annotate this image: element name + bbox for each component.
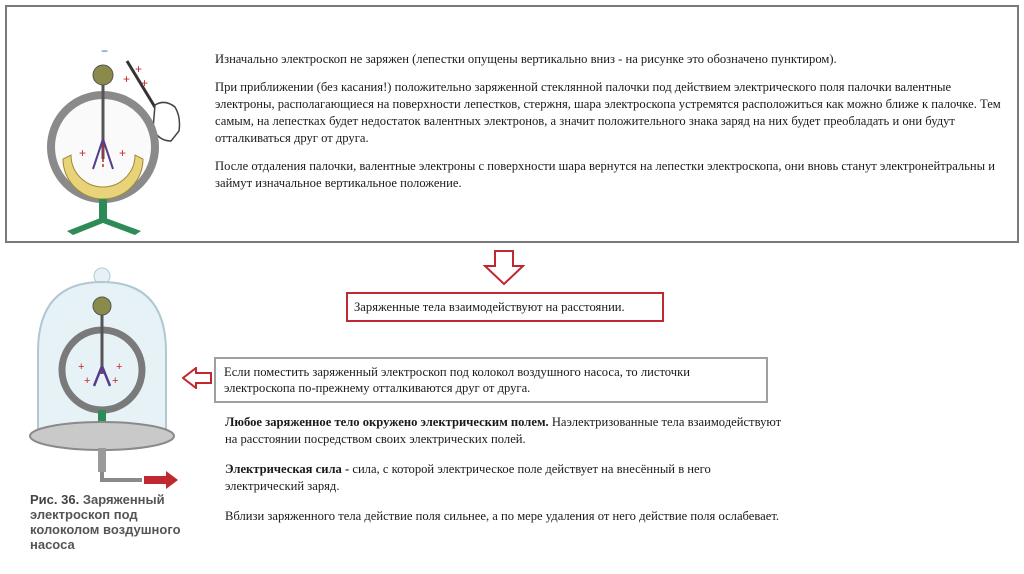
air-outlet-arrow-icon [144,471,178,489]
field-strength-note: Вблизи заряженного тела действие поля сильнее, а по мере удаления от него действие поля ослабевает. [225,509,780,523]
bell-jar-illustration [18,262,203,492]
leaf-charge-plus: + [84,375,91,387]
ball-charge-minus: − [101,44,109,58]
vacuum-note-box [214,357,768,403]
vacuum-note-text: Если поместить заряженный электроскоп под колокол воздушного насоса, то листочки электроскопа по-прежнему отталкиваются друг от друга. [224,365,690,395]
explanation-text [215,51,1005,203]
top-panel [5,5,1019,243]
conclusion-text: Заряженные тела взаимодействуют на расстоянии. [354,300,625,314]
pump-plate [30,422,174,450]
field-statement-rest: Наэлектризованные тела взаимодействуют на расстоянии посредством своих электрических полей. [225,415,782,446]
down-arrow-icon [483,250,525,286]
leaf-charge-plus: + [112,375,119,387]
leaf-charge-plus: + [119,146,127,160]
figure-ref: Рис. 36. [30,492,80,507]
explanation-paragraph-2: При приближении (без касания!) положительно заряженной стеклянной палочки под действием электрического поля палочки валентные электроны, располагающиеся на поверхности лепестков, стержня, шара электроскопа устремятся расположиться как можно ближе к палочке. Тем самым, на лепестках будет недостаток валентных электронов, а значит положительного знака заряд на них будет преобладать и они будут отталкиваться друг от друга. [215,80,1001,145]
conclusion-box [346,292,664,322]
rod-charge-plus: + [141,76,149,90]
field-statement [225,414,785,448]
leaf-charge-plus: + [116,361,123,373]
leaf-charge-plus: + [78,361,85,373]
field-statement-bold: Любое заряженное тело окружено электрическим полем. [225,415,549,429]
explanation-paragraph-1: Изначально электроскоп не заряжен (лепестки опущены вертикально вниз - на рисунке это обозначено пунктиром). [215,52,837,66]
leaf-charge-plus: + [79,146,87,160]
figure-caption [30,492,190,552]
electroscope-ball [93,65,113,85]
figure-caption-text: Заряженный электроскоп под колоколом воздушного насоса [30,492,181,552]
force-definition-bold: Электрическая сила - [225,462,350,476]
force-definition-rest: сила, с которой электрическое поле действует на внесённый в него электрический заряд. [225,462,711,493]
force-definition [225,461,785,495]
electroscope-illustration [27,9,217,241]
field-explanation [225,414,785,538]
explanation-paragraph-3: После отдаления палочки, валентные электроны с поверхности шара вернутся на лепестки электроскопа, они вновь станут электронейтральны и займут изначальное вертикальное положение. [215,159,996,190]
left-arrow-icon [182,367,212,389]
electroscope-stand [67,217,141,235]
rod-charge-plus: + [135,62,143,76]
rod-charge-plus: + [123,72,131,86]
